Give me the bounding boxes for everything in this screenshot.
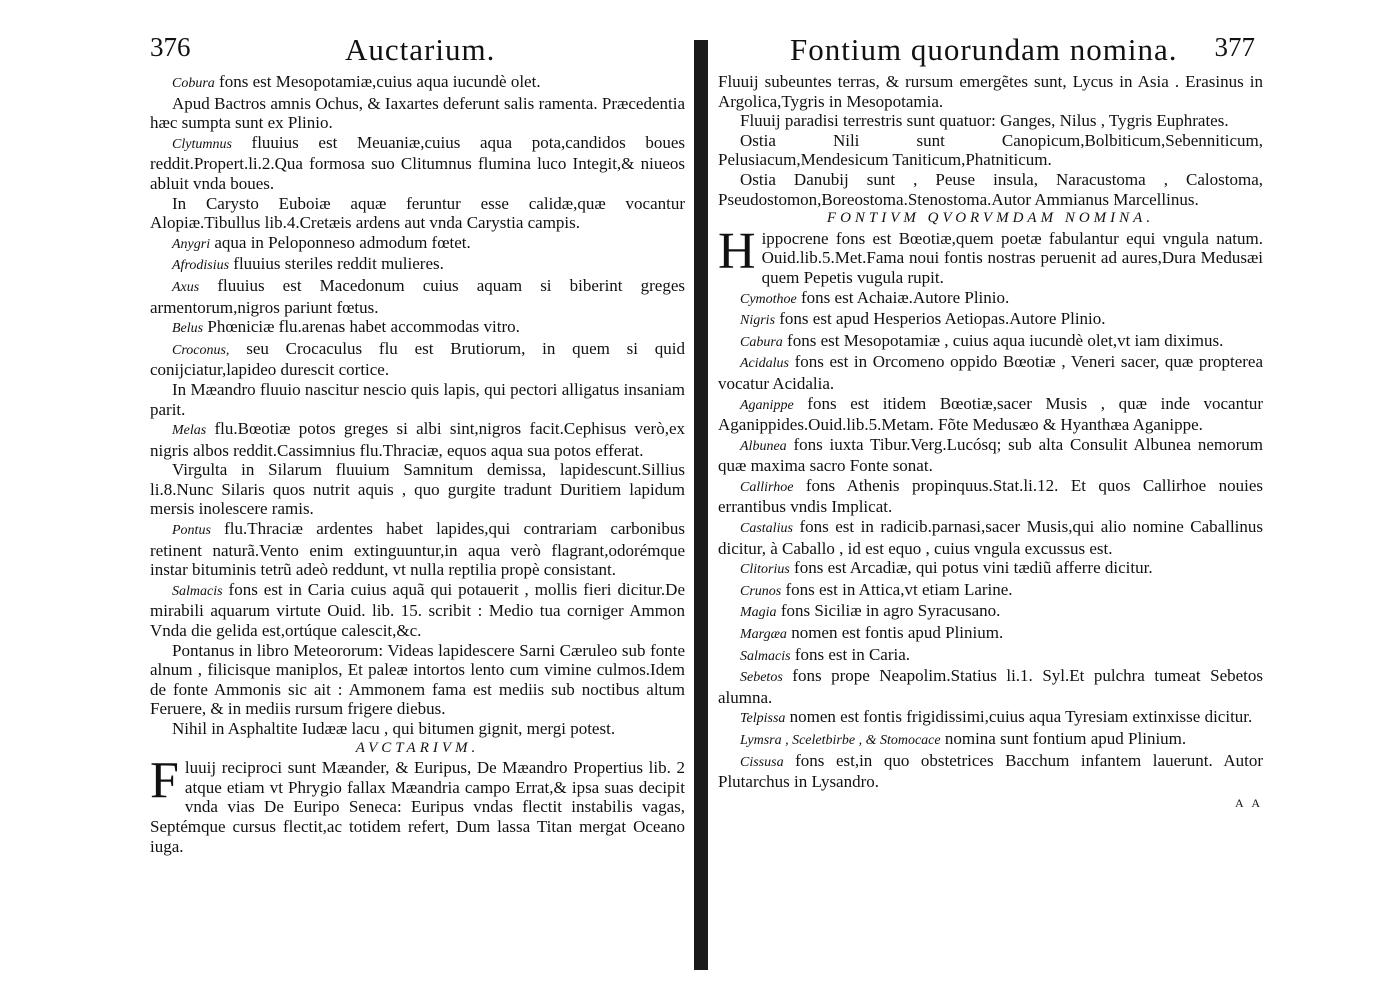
paragraph-text: fons est Mesopotamiæ , cuius aqua iucundè olet,vt iam diximus. [787,330,1224,350]
paragraph [718,72,1263,111]
paragraph [718,288,1263,310]
paragraph-text: fons prope Neapolim.Statius li.1. Syl.Et pulchra tumeat Sebetos alumna. [718,666,1263,707]
paragraph-text: Pontanus in libro Meteororum: Videas lapidescere Sarni Cæruleo sub fonte alnum , filicisque maniplos, Et paleæ intortos lento cum vimine culmos.Idem de fonte Ammonis sic ait : Ammonem fama est mediis sub noctibus altum Feruere, & in mediis rursum frigere diebus. [150,640,685,719]
paragraph-text: fluuius est Meuaniæ,cuius aqua pota,candidos boues reddit.Propert.li.2.Qua formosa suo Clitumnus flumina luco Integit,& niueos abluit vnda boues. [150,132,685,193]
section-title: AVCTARIVM. [355,739,480,756]
paragraph-text: Apud Bactros amnis Ochus, & Iaxartes deferunt salis ramenta. Præcedentia hæc sumpta sunt ex Plinio. [150,93,685,133]
paragraph-text: fluuius est Macedonum cuius aquam si biberint greges armentorum,nigros pariunt fœtus. [150,275,685,317]
paragraph-text: aqua in Peloponneso admodum fœtet. [214,232,471,252]
right-running-head: Fontium quorundam nomina. [790,32,1178,67]
paragraph-text: fons est Achaiæ.Autore Plinio. [801,287,1010,307]
paragraph [718,352,1263,393]
paragraph [718,170,1263,209]
paragraph-head: Cobura [172,76,215,91]
paragraph-text: nomen est fontis frigidissimi,cuius aqua Tyresiam extinxisse dicitur. [789,707,1253,727]
drop-cap: F [150,752,179,810]
paragraph [150,276,685,317]
paragraph-text: fons iuxta Tibur.Verg.Lucósq; sub alta Consulit Albunea nemorum quæ maxima sacro Fonte sonat. [718,434,1263,476]
paragraph-text: Ostia Danubij sunt , Peuse insula, Naracustoma , Calostoma, Pseudostomon,Boreostoma.Stenostoma.Autor Ammianus Marcellinus. [718,169,1263,209]
paragraph [718,476,1263,517]
paragraph-head: Croconus, [172,342,230,358]
paragraph-text: fons est,in quo obstetrices Bacchum infantem lauerunt. Autor Plutarchus in Lysandro. [718,750,1263,792]
right-page [718,28,1263,978]
paragraph-head: Afrodisius [172,258,230,274]
paragraph [150,719,685,739]
paragraph [150,519,685,580]
paragraph [718,729,1263,751]
paragraph-text: Ostia Nili sunt Canopicum,Bolbiticum,Sebenniticum, Pelusiacum,Mendesicum Taniticum,Phatniticum. [718,130,1263,170]
paragraph [718,331,1263,353]
paragraph [150,317,685,339]
paragraph-text: fons Siciliæ in agro Syracusano. [780,601,1001,621]
paragraph-with-drop-cap [718,222,1263,288]
paragraph [150,133,685,194]
left-page-header [150,28,685,72]
paragraph [718,309,1263,331]
paragraph [718,666,1263,707]
paragraph [718,645,1263,667]
paragraph-head: Cymothoe [740,291,797,307]
paragraph-head: Nigris [740,313,776,329]
paragraph-head: Lymsra , Sceletbirbe , & Stomocace [740,733,941,748]
paragraph [150,94,685,133]
paragraph-head: Albunea [740,438,787,454]
paragraph [150,339,685,380]
paragraph-head: Salmacis [740,648,791,664]
left-page-number: 376 [150,32,191,62]
paragraph-text: fluuius steriles reddit mulieres. [233,254,444,274]
paragraph-text: nomen est fontis apud Plinium. [791,623,1004,643]
paragraph [718,623,1263,645]
paragraph-text: Fluuij paradisi terrestris sunt quatuor: Ganges, Nilus , Tygris Euphrates. [740,111,1229,131]
paragraph-head: Cissusa [740,754,784,770]
paragraph [718,558,1263,580]
paragraph [150,194,685,233]
paragraph-head: Callirhoe [740,479,794,495]
left-running-head: Auctarium. [345,32,496,67]
paragraph-text: fons est in Attica,vt etiam Larine. [785,579,1013,599]
paragraph [150,641,685,719]
paragraph [718,751,1263,792]
paragraph-with-drop-cap [150,752,685,856]
paragraph-head: Acidalus [740,356,789,372]
paragraph-text: fons est apud Hesperios Aetiopas.Autore Plinio. [779,309,1106,329]
paragraph-head: Melas [172,423,207,439]
paragraph-text: fons est in Orcomeno oppido Bœotiæ , Veneri sacer, quæ propterea vocatur Acidalia. [718,352,1263,393]
paragraph-text: fons est Mesopotamiæ,cuius aqua iucundè olet. [219,72,541,91]
right-page-body [718,72,1263,813]
paragraph-text: Fluuij subeuntes terras, & rursum emergẽtes sunt, Lycus in Asia . Erasinus in Argolica,Tygris in Mesopotamia. [718,72,1263,111]
paragraph [150,380,685,419]
paragraph-text: luuij reciproci sunt Mæander, & Euripus, De Mæandro Propertius lib. 2 atque etiam vt Phrygio fallax Mæandria campo Errat,& ipsa suas decipit vnda vias De Euripo Seneca: Euripus vndas flectit instabilis vagas, Septémque cursus flectit,ac totidem refert, Dum lassa Titan mergat Oceano iuga. [150,758,685,856]
paragraph [150,72,685,94]
paragraph-text: Phœniciæ flu.arenas habet accommodas vitro. [207,317,520,337]
signature-mark: A A [1234,795,1263,810]
left-page [150,28,685,978]
paragraph-text: seu Crocaculus flu est Brutiorum, in quem si quid conijciatur,lapideo durescit cortice. [150,338,685,380]
paragraph [150,580,685,641]
paragraph [150,460,685,519]
paragraph-text: In Mæandro fluuio nascitur nescio quis lapis, qui pectori alligatus insaniam parit. [150,379,685,419]
paragraph [718,394,1263,435]
paragraph-text: fons est itidem Bœotiæ,sacer Musis , quæ inde vocantur Aganippides.Ouid.lib.5.Metam. Fõte Medusæo & Hyanthæa Aganippe. [718,393,1263,435]
paragraph-head: Cabura [740,334,783,350]
paragraph-head: Pontus [172,523,211,539]
paragraph-text: Nihil in Asphaltite Iudææ lacu , qui bitumen gignit, mergi potest. [172,719,616,738]
right-page-number: 377 [1214,32,1255,62]
paragraph-head: Aganippe [740,397,794,413]
paragraph-head: Clitorius [740,562,790,578]
book-gutter [694,40,708,970]
right-page-header [718,28,1263,72]
paragraph-text: fons est Arcadiæ, qui potus vini tædiũ afferre dicitur. [794,558,1153,578]
paragraph [718,707,1263,729]
paragraph-head: Clytumnus [172,136,232,152]
drop-cap: H [718,222,756,280]
paragraph-head: Salmacis [172,583,223,599]
paragraph [718,435,1263,476]
paragraph-head: Belus [172,321,204,337]
paragraph-text: ippocrene fons est Bœotiæ,quem poetæ fabulantur equi vngula natum. Ouid.lib.5.Met.Fama noui fontis nostras peruenit ad aures,Dura Medusæi quem Pepetis vugula rupit. [761,228,1263,287]
section-title: FONTIVM QVORVMDAM NOMINA. [826,210,1155,227]
paragraph-text: fons Athenis propinquus.Stat.li.12. Et quos Callirhoe nouies errantibus vndis Implicat. [718,475,1263,517]
paragraph [718,601,1263,623]
paragraph-text: flu.Bœotiæ potos greges si albi sint,nigros facit.Cephisus verò,ex nigris albos reddit.Cassimnius flu.Thraciæ, equos aqua sua potos efferat. [150,419,685,460]
paragraph-head: Margæa [740,627,787,643]
paragraph-head: Crunos [740,583,782,599]
paragraph [718,517,1263,558]
paragraph-text: In Carysto Euboiæ aquæ feruntur esse calidæ,quæ vocantur Alopiæ.Tibullus lib.4.Cretæis ardens aut vnda Carystia campis. [150,193,685,233]
paragraph-head: Magia [740,605,777,621]
paragraph-head: Castalius [740,521,793,537]
paragraph-text: fons est in radicib.parnasi,sacer Musis,qui alio nomine Caballinus dicitur, à Caballo , id est equo , cuius vngula excussus est. [718,517,1263,558]
paragraph [150,419,685,460]
paragraph-head: Sebetos [740,670,783,686]
paragraph-text: nomina sunt fontium apud Plinium. [944,729,1187,748]
left-page-body [150,72,685,856]
paragraph-head: Telpissa [740,711,786,727]
paragraph [150,233,685,255]
paragraph [718,131,1263,170]
paragraph-text: fons est in Caria. [794,644,911,664]
paragraph-text: fons est in Caria cuius aquã qui potauerit , mollis fieri dicitur.De mirabili aquarum virtute Ouid. lib. 15. scribit : Medio tua corniger Ammon Vnda die gelida est,ortúque calescit,&c. [150,579,685,641]
paragraph-text: Virgulta in Silarum fluuium Samnitum demissa, lapidescunt.Sillius li.8.Nunc Silaris quos nutrit aquis , quo gurgite tradunt Duritiem lapidum mersis inolescere ramis. [150,460,685,519]
paragraph [150,254,685,276]
paragraph-head: Axus [172,279,200,295]
paragraph [718,111,1263,131]
paragraph-text: flu.Thraciæ ardentes habet lapides,qui contrariam carbonibus retinent naturã.Vento enim extinguuntur,in aqua verò flagrant,odorémque instar bituminis tetrũ adeò reddunt, vt nulla reptilia propè consistant. [150,519,685,580]
paragraph [718,580,1263,602]
paragraph-head: Anygri [172,236,211,252]
